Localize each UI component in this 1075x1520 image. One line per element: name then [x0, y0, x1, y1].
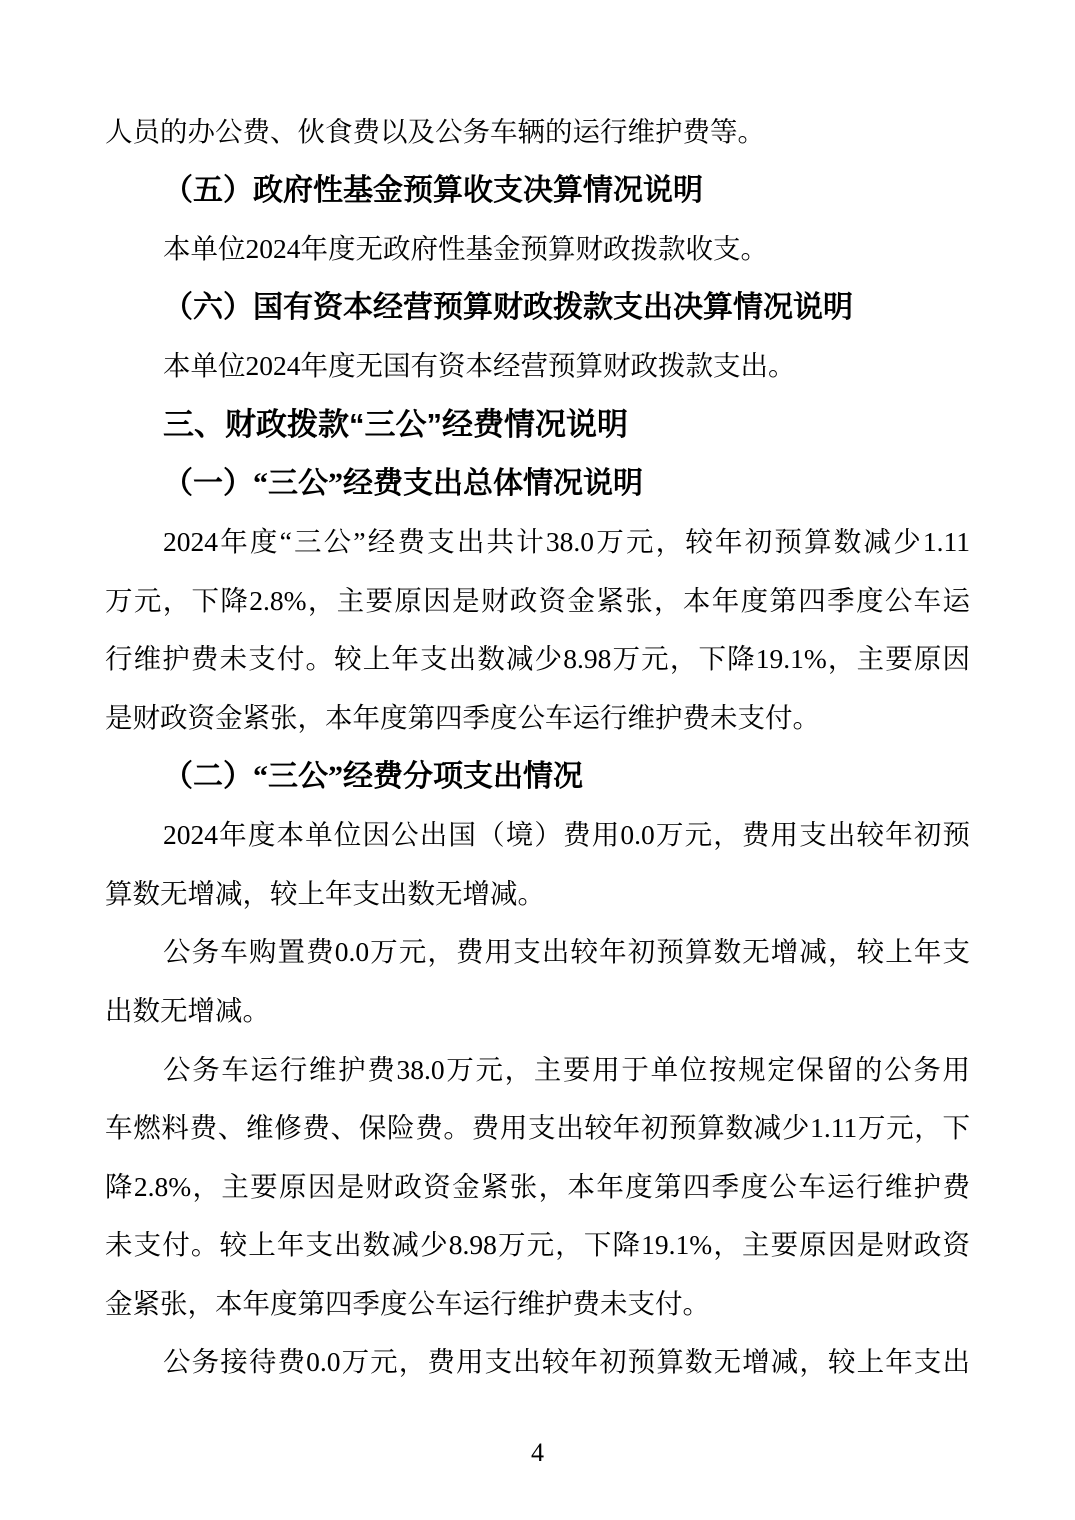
heading-line: （六）国有资本经营预算财政拨款支出决算情况说明 [163, 290, 853, 324]
document-body [105, 103, 970, 1392]
page-number: 4 [531, 1438, 544, 1467]
text-line: 人员的办公费、伙食费以及公务车辆的运行维护费等。 [105, 116, 765, 147]
text-line: 万元，下降2.8%，主要原因是财政资金紧张，本年度第四季度公车运 [105, 584, 970, 616]
text-line: 出数无增减。 [105, 994, 270, 1026]
text-line: 2024年度本单位因公出国（境）费用0.0万元，费用支出较年初预 [163, 819, 970, 851]
text-line: 算数无增减，较上年支出数无增减。 [105, 877, 545, 909]
heading-line: （二）“三公”经费分项支出情况 [163, 759, 583, 793]
text-line: 车燃料费、维修费、保险费。费用支出较年初预算数减少1.11万元，下 [105, 1112, 970, 1144]
text-line: 本单位2024年度无政府性基金预算财政拨款收支。 [163, 233, 768, 265]
text-line: 公务接待费0.0万元，费用支出较年初预算数无增减，较上年支出 [163, 1346, 970, 1378]
text-line: 是财政资金紧张，本年度第四季度公车运行维护费未支付。 [105, 701, 820, 733]
text-line: 降2.8%，主要原因是财政资金紧张，本年度第四季度公车运行维护费 [105, 1170, 970, 1202]
text-line: 公务车购置费0.0万元，费用支出较年初预算数无增减，较上年支 [163, 936, 970, 968]
text-line: 本单位2024年度无国有资本经营预算财政拨款支出。 [163, 350, 796, 382]
heading-line: （一）“三公”经费支出总体情况说明 [163, 466, 643, 500]
text-line: 行维护费未支付。较上年支出数减少8.98万元，下降19.1%，主要原因 [105, 643, 970, 675]
page-footer [0, 1438, 1075, 1468]
text-line: 未支付。较上年支出数减少8.98万元，下降19.1%，主要原因是财政资 [105, 1229, 970, 1261]
text-line: 2024年度“三公”经费支出共计38.0万元，较年初预算数减少1.11 [163, 526, 970, 558]
heading-line: 三、财政拨款“三公”经费情况说明 [163, 406, 628, 442]
text-line: 公务车运行维护费38.0万元，主要用于单位按规定保留的公务用 [163, 1053, 970, 1085]
heading-line: （五）政府性基金预算收支决算情况说明 [163, 173, 703, 207]
text-line: 金紧张，本年度第四季度公车运行维护费未支付。 [105, 1287, 710, 1319]
